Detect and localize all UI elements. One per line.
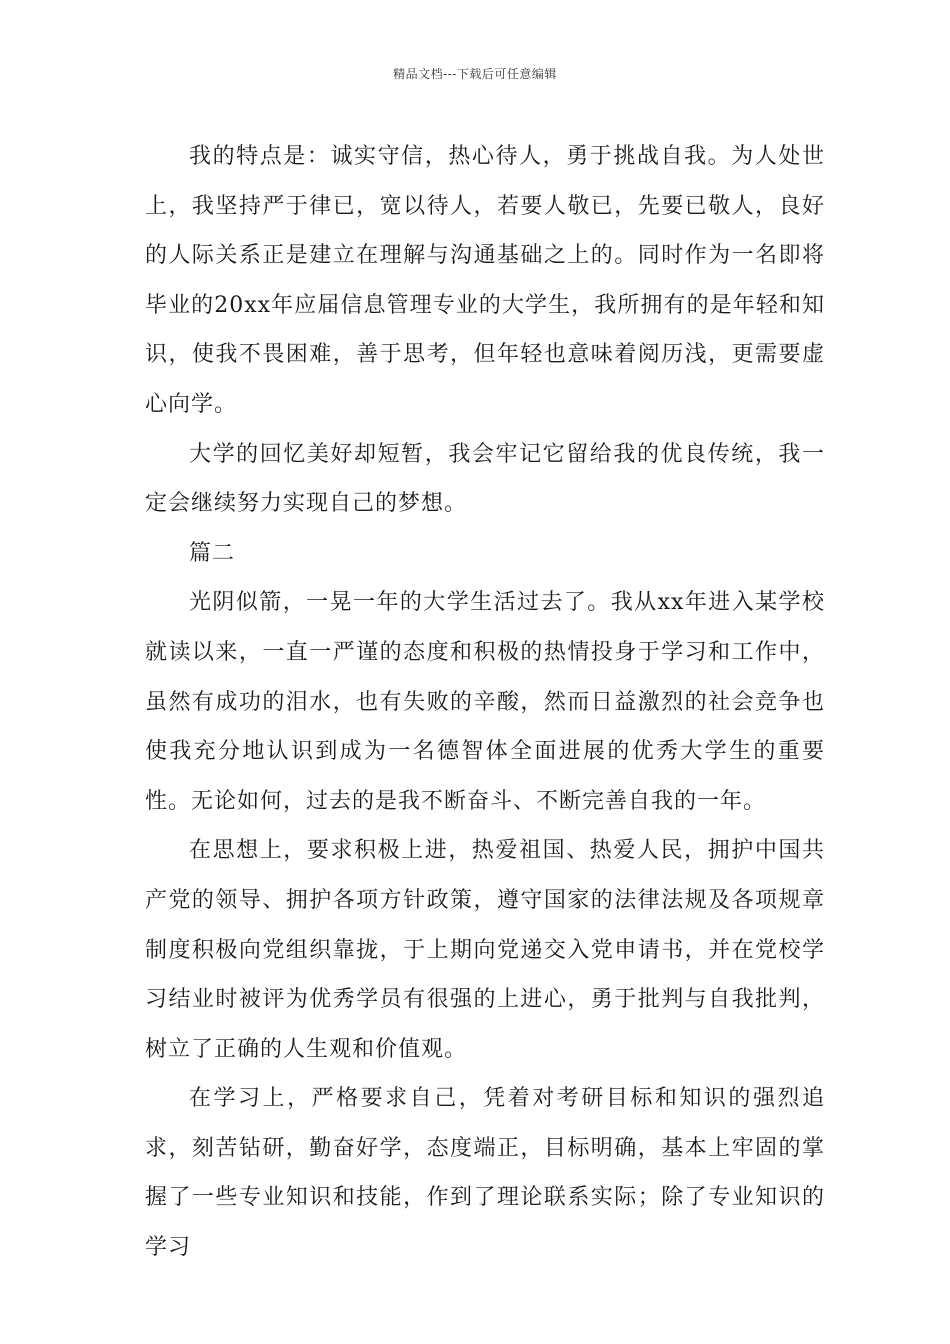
paragraph-study: 在学习上，严格要求自己，凭着对考研目标和知识的强烈追求，刻苦钻研，勤奋好学，态度端正，目标明确，基本上牢固的掌握了一些专业知识和技能，作到了理论联系实际；除了专业知识的学习 bbox=[145, 1086, 825, 1261]
paragraph-traits: 我的特点是：诚实守信，热心待人，勇于挑战自我。为人处世上，我坚持严于律已，宽以待人，若要人敬已，先要已敬人，良好的人际关系正是建立在理解与沟通基础之上的。同时作为一名即将毕业的20xx年应届信息管理专业的大学生，我所拥有的是年轻和知识，使我不畏困难，善于思考，但年轻也意味着阅历浅，更需要虚心向学。 bbox=[145, 144, 825, 417]
page-header: 精品文档---下载后可任意编辑 bbox=[393, 67, 557, 81]
paragraph-ideology: 在思想上，要求积极上进，热爱祖国、热爱人民，拥护中国共产党的领导、拥护各项方针政策，遵守国家的法律法规及各项规章制度积极向党组织靠拢，于上期向党递交入党申请书，并在党校学习结业时被评为优秀学员有很强的上进心，勇于批判与自我批判，树立了正确的人生观和价值观。 bbox=[145, 838, 825, 1062]
paragraph-memories: 大学的回忆美好却短暂，我会牢记它留给我的优良传统，我一定会继续努力实现自己的梦想。 bbox=[145, 441, 825, 517]
section-heading: 篇二 bbox=[189, 540, 236, 566]
document-body bbox=[145, 132, 825, 1273]
paragraph-intro: 光阴似箭，一晃一年的大学生活过去了。我从xx年进入某学校就读以来，一直一严谨的态度和积极的热情投身于学习和工作中，虽然有成功的泪水，也有失败的辛酸，然而日益激烈的社会竞争也使我充分地认识到成为一名德智体全面进展的优秀大学生的重要性。无论如何，过去的是我不断奋斗、不断完善自我的一年。 bbox=[145, 590, 825, 814]
